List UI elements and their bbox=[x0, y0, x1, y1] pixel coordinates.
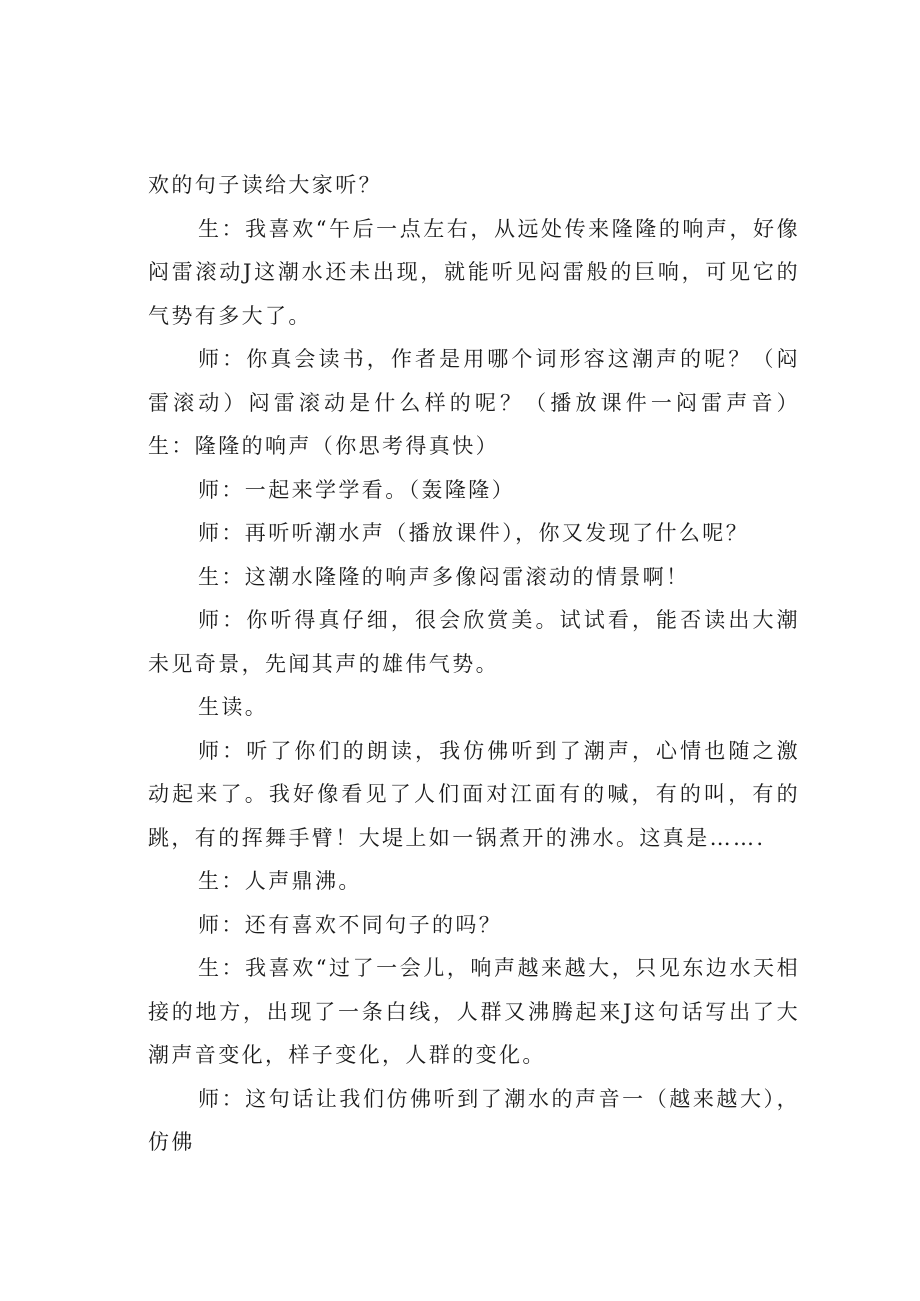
paragraph-student-reads: 生读。 bbox=[198, 695, 269, 719]
paragraph-continued-question: 欢的句子读给大家听？ bbox=[148, 173, 382, 197]
paragraph-teacher-learn-sound: 师：一起来学学看。（轰隆隆） bbox=[198, 477, 516, 502]
paragraph-teacher-reading-response: 师：听了你们的朗读，我仿佛听到了潮声，心情也随之激动起来了。我好像看见了人们面对江面有的喊，有的叫，有的跳，有的挥舞手臂！大堤上如一锅煮开的沸水。这真是……. bbox=[148, 738, 800, 850]
paragraph-teacher-praise: 师：你听得真仔细，很会欣赏美。试试看，能否读出大潮未见奇景，先闻其声的雄伟气势。 bbox=[148, 608, 800, 676]
paragraph-teacher-sound-change: 师：这句话让我们仿佛听到了潮水的声音一（越来越大），仿佛 bbox=[148, 1086, 800, 1154]
paragraph-student-answer-thunder: 生：我喜欢“午后一点左右，从远处传来隆隆的响声，好像闷雷滚动J这潮水还未出现，就能听见闷雷般的巨响，可见它的气势有多大了。 bbox=[148, 216, 800, 328]
paragraph-teacher-word-question: 师：你真会读书，作者是用哪个词形容这潮声的呢？（闷雷滚动）闷雷滚动是什么样的呢？（播放课件一闷雷声音）生：隆隆的响声（你思考得真快） bbox=[148, 347, 800, 458]
paragraph-student-answer-crowd: 生：人声鼎沸。 bbox=[198, 869, 362, 893]
paragraph-student-thunder-scene: 生：这潮水隆隆的响声多像闷雷滚动的情景啊！ bbox=[198, 564, 690, 589]
paragraph-teacher-other-sentences: 师：还有喜欢不同句子的吗？ bbox=[198, 912, 503, 937]
document-body bbox=[148, 164, 800, 1165]
paragraph-teacher-listen-again: 师：再听听潮水声（播放课件），你又发现了什么呢？ bbox=[198, 521, 750, 545]
paragraph-student-answer-white-line: 生：我喜欢“过了一会儿，响声越来越大，只见东边水天相接的地方，出现了一条白线，人群又沸腾起来J这句话写出了大潮声音变化，样子变化，人群的变化。 bbox=[148, 956, 800, 1067]
